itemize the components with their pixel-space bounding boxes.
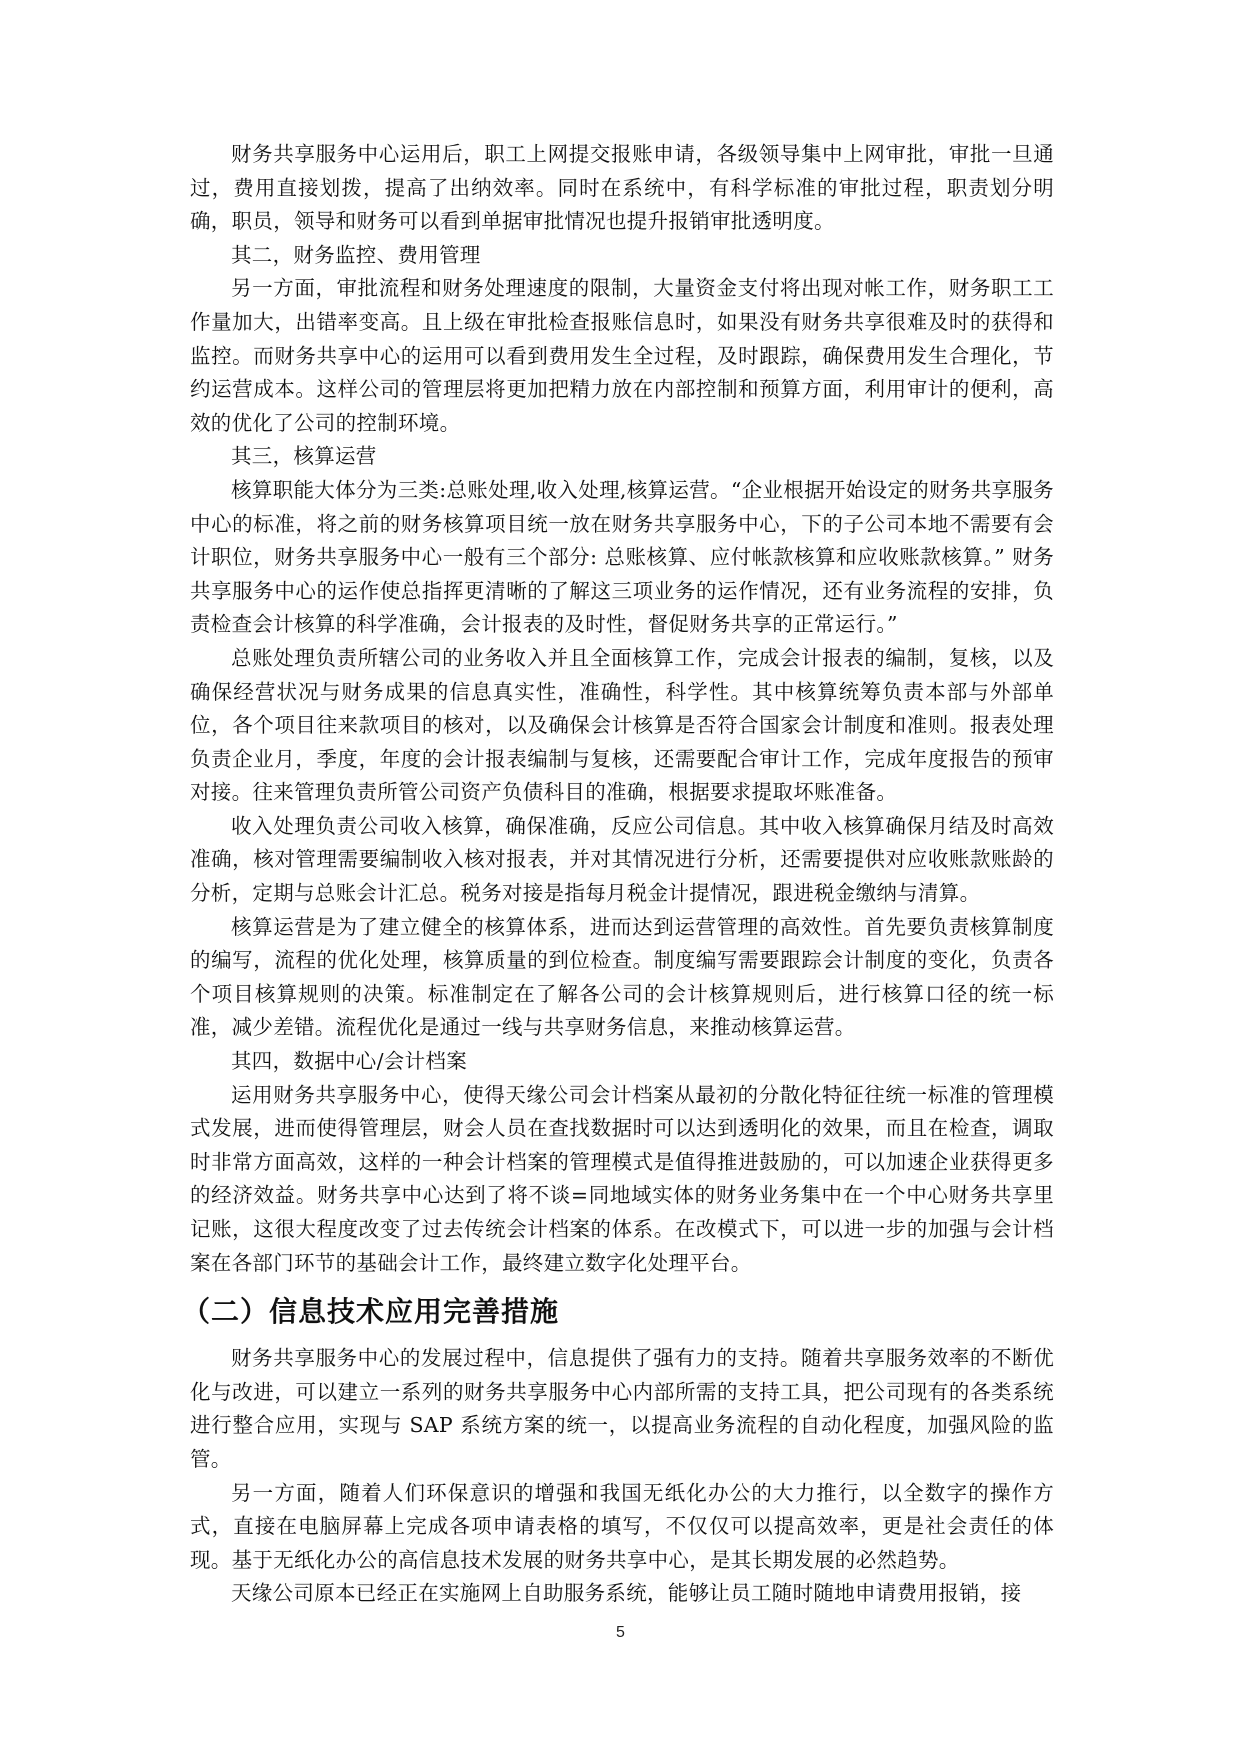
paragraph-7: 收入处理负责公司收入核算，确保准确，反应公司信息。其中收入核算确保月结及时高效准确，核对管理需要编制收入核对报表，并对其情况进行分析，还需要提供对应收账款账龄的分析，定期与总账会计汇总。税务对接是指每月税金计提情况，跟进税金缴纳与清算。 bbox=[190, 813, 1054, 906]
paragraph-10: 运用财务共享服务中心，使得天缘公司会计档案从最初的分散化特征往统一标准的管理模式发展，进而使得管理层，财会人员在查找数据时可以达到透明化的效果，而且在检查，调取时非常方面高效，这样的一种会计档案的管理模式是值得推进鼓励的，可以加速企业获得更多的经济效益。财务共享中心达到了将不谈=同地域实体的财务业务集中在一个中心财务共享里记账，这很大程度改变了过去传统会计档案的体系。在改模式下，可以进一步的加强与会计档案在各部门环节的基础会计工作，最终建立数字化处理平台。 bbox=[190, 1082, 1054, 1275]
paragraph-6: 总账处理负责所辖公司的业务收入并且全面核算工作，完成会计报表的编制，复核，以及确保经营状况与财务成果的信息真实性，准确性，科学性。其中核算统筹负责本部与外部单位，各个项目往来款项目的核对，以及确保会计核算是否符合国家会计制度和准则。报表处理负责企业月，季度，年度的会计报表编制与复核，还需要配合审计工作，完成年度报告的预审对接。往来管理负责所管公司资产负债科目的准确，根据要求提取坏账准备。 bbox=[190, 645, 1054, 805]
section-heading: （二）信息技术应用完善措施 bbox=[182, 1295, 560, 1329]
paragraph-1: 财务共享服务中心运用后，职工上网提交报账申请，各级领导集中上网审批，审批一旦通过，费用直接划拨，提高了出纳效率。同时在系统中，有科学标准的审批过程，职责划分明确，职员，领导和财务可以看到单据审批情况也提升报销审批透明度。 bbox=[190, 142, 1054, 234]
paragraph-8: 核算运营是为了建立健全的核算体系，进而达到运营管理的高效性。首先要负责核算制度的编写，流程的优化处理，核算质量的到位检查。制度编写需要跟踪会计制度的变化，负责各个项目核算规则的决策。标准制定在了解各公司的会计核算规则后，进行核算口径的统一标准，减少差错。流程优化是通过一线与共享财务信息，来推动核算运营。 bbox=[190, 914, 1054, 1040]
paragraph-4: 其三，核算运营 bbox=[231, 444, 377, 469]
page-number: 5 bbox=[616, 1624, 625, 1641]
paragraph-11: 财务共享服务中心的发展过程中，信息提供了强有力的支持。随着共享服务效率的不断优化与改进，可以建立一系列的财务共享服务中心内部所需的支持工具，把公司现有的各类系统进行整合应用，实现与 SAP 系统方案的统一，以提高业务流程的自动化程度，加强风险的监管。 bbox=[190, 1346, 1054, 1471]
paragraph-3: 另一方面，审批流程和财务处理速度的限制，大量资金支付将出现对帐工作，财务职工工作量加大，出错率变高。且上级在审批检查报账信息时，如果没有财务共享很难及时的获得和监控。而财务共享中心的运用可以看到费用发生全过程，及时跟踪，确保费用发生合理化，节约运营成本。这样公司的管理层将更加把精力放在内部控制和预算方面，利用审计的便利，高效的优化了公司的控制环境。 bbox=[190, 276, 1054, 435]
page-content bbox=[182, 138, 1054, 1611]
paragraph-13: 天缘公司原本已经正在实施网上自助服务系统，能够让员工随时随地申请费用报销，接 bbox=[231, 1581, 1022, 1606]
paragraph-2: 其二，财务监控、费用管理 bbox=[231, 242, 481, 267]
paragraph-12: 另一方面，随着人们环保意识的增强和我国无纸化办公的大力推行，以全数字的操作方式，直接在电脑屏幕上完成各项申请表格的填写，不仅仅可以提高效率，更是社会责任的体现。基于无纸化办公的高信息技术发展的财务共享中心，是其长期发展的必然趋势。 bbox=[190, 1480, 1054, 1572]
paragraph-9: 其四，数据中心/会计档案 bbox=[231, 1049, 468, 1074]
paragraph-5: 核算职能大体分为三类:总账处理,收入处理,核算运营。“企业根据开始设定的财务共享服务中心的标准，将之前的财务核算项目统一放在财务共享服务中心，下的子公司本地不需要有会计职位，财务共享服务中心一般有三个部分: 总账核算、应付帐款核算和应收账款核算。” 财务共享服务中心的运作使总指挥更清晰的了解这三项业务的运作情况，还有业务流程的安排，负责检查会计核算的科学准确，会计报表的及时性，督促财务共享的正常运行。” bbox=[190, 477, 1054, 637]
